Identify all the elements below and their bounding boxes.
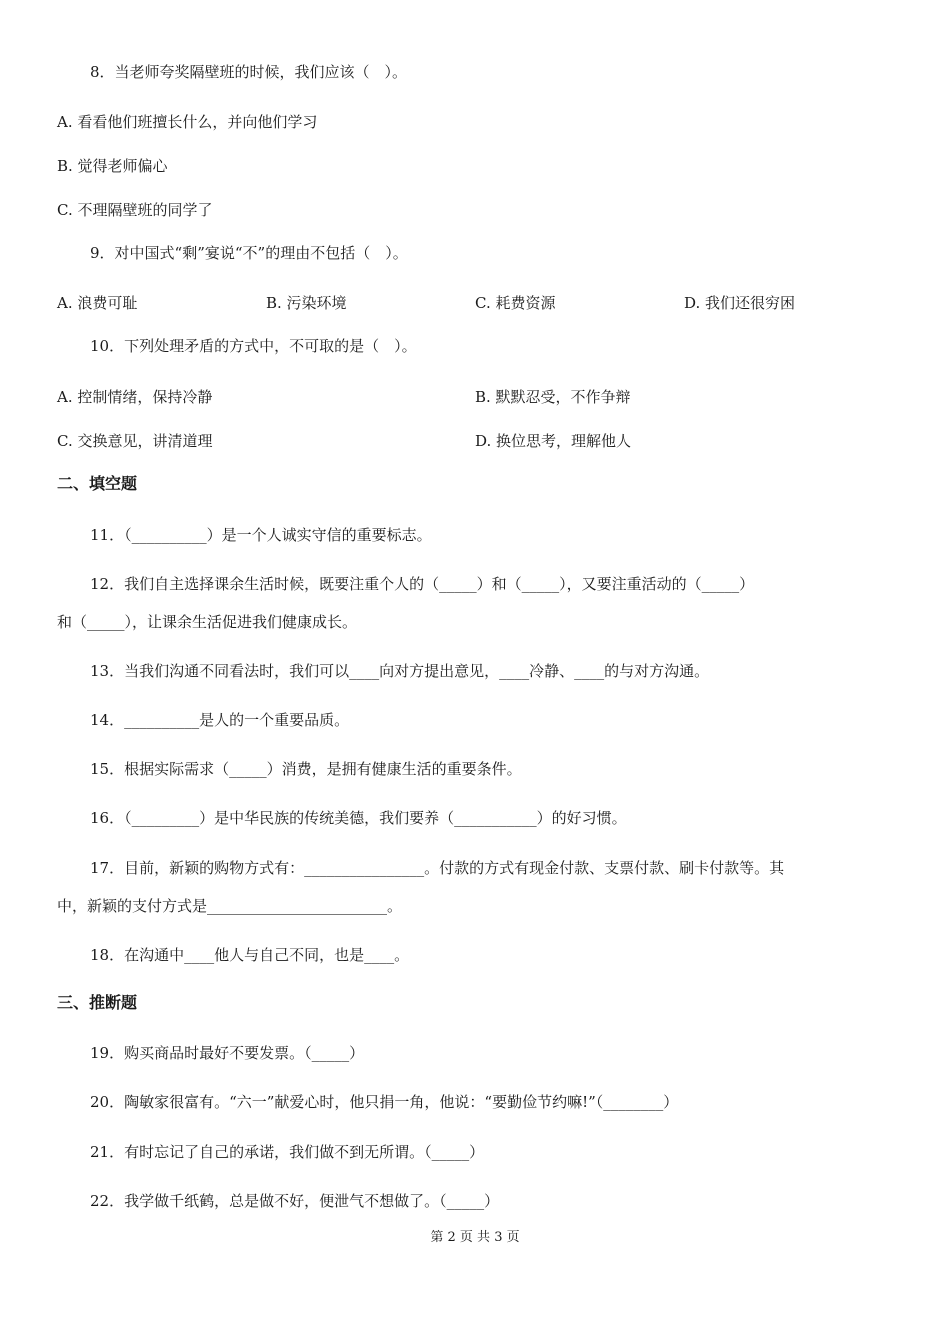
q12-line2: 和（_____），让课余生活促进我们健康成长。	[57, 613, 358, 631]
q11: 11．（__________）是一个人诚实守信的重要标志。	[90, 526, 432, 544]
q10-option-b: B. 默默忍受，不作争辩	[475, 388, 631, 406]
q10-option-c: C. 交换意见，讲清道理	[57, 432, 213, 450]
section-heading-fill-in: 二、填空题	[57, 474, 138, 493]
q10-stem: 10．下列处理矛盾的方式中，不可取的是（ ）。	[90, 337, 417, 355]
q12-line1: 12．我们自主选择课余生活时候，既要注重个人的（_____）和（_____），又要注重活动的（_____）	[90, 575, 755, 593]
q14: 14．__________是人的一个重要品质。	[90, 711, 350, 729]
q9-option-b: B. 污染环境	[266, 294, 347, 312]
q9-option-d: D. 我们还很穷困	[684, 294, 796, 312]
q20: 20．陶敏家很富有。“六一”献爱心时，他只捐一角，他说：“要勤俭节约嘛!”（________）	[90, 1093, 679, 1111]
q9-option-a: A. 浪费可耻	[57, 294, 138, 312]
q17-line2: 中，新颖的支付方式是________________________。	[57, 897, 403, 915]
q18: 18．在沟通中____他人与自己不同，也是____。	[90, 946, 410, 964]
q19: 19．购买商品时最好不要发票。（_____）	[90, 1044, 365, 1062]
q10-option-d: D. 换位思考，理解他人	[475, 432, 632, 450]
q9-stem: 9．对中国式“剩”宴说“不”的理由不包括（ ）。	[90, 244, 408, 262]
q8-option-a: A. 看看他们班擅长什么，并向他们学习	[57, 113, 318, 131]
q21: 21．有时忘记了自己的承诺，我们做不到无所谓。（_____）	[90, 1143, 485, 1161]
section-heading-judgment: 三、推断题	[57, 993, 138, 1012]
q9-option-c: C. 耗费资源	[475, 294, 556, 312]
q22: 22．我学做千纸鹤，总是做不好，便泄气不想做了。（_____）	[90, 1192, 500, 1210]
q17-line1: 17．目前，新颖的购物方式有：________________。付款的方式有现金付款、支票付款、刷卡付款等。其	[90, 859, 785, 877]
q8-option-c: C. 不理隔壁班的同学了	[57, 201, 213, 219]
q10-option-a: A. 控制情绪，保持冷静	[57, 388, 213, 406]
q16: 16．（_________）是中华民族的传统美德，我们要养（___________）的好习惯。	[90, 809, 627, 827]
q8-stem: 8．当老师夸奖隔壁班的时候，我们应该（ ）。	[90, 63, 408, 81]
q13: 13．当我们沟通不同看法时，我们可以____向对方提出意见，____冷静、____的与对方沟通。	[90, 662, 710, 680]
q8-option-b: B. 觉得老师偏心	[57, 157, 168, 175]
page-footer: 第 2 页 共 3 页	[430, 1230, 520, 1245]
q15: 15．根据实际需求（_____）消费，是拥有健康生活的重要条件。	[90, 760, 522, 778]
